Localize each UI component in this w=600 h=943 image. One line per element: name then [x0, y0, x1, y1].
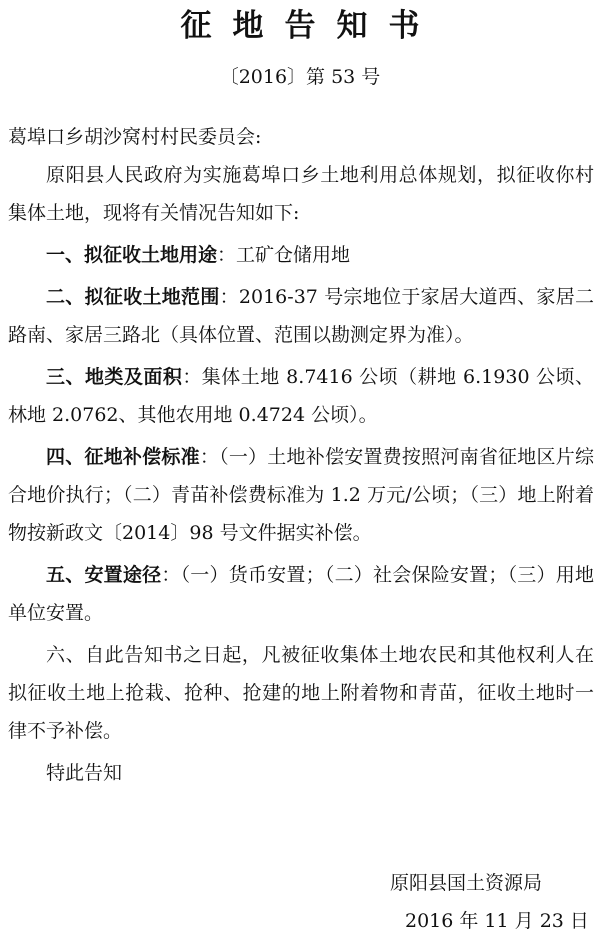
item-text: ：集体土地 8.7416 公顷（耕地 6.1930 公顷、林地 2.0762、其他农用地 0.4724 公顷）。 — [8, 366, 594, 426]
document-number: 〔2016〕第 53 号 — [219, 66, 381, 88]
item-label: 五、安置途径 — [46, 564, 162, 586]
item-resettlement — [8, 556, 594, 632]
item-usage — [8, 236, 594, 274]
item-label: 一、拟征收土地用途 — [46, 244, 218, 266]
issuing-authority: 原阳县国土资源局 — [390, 872, 543, 894]
item-compensation — [8, 438, 594, 552]
addressee: 葛埠口乡胡沙窝村村民委员会: — [8, 126, 262, 148]
issue-date: 2016 年 11 月 23 日 — [405, 910, 589, 932]
item-no-compensation: 六、自此告知书之日起，凡被征收集体土地农民和其他权利人在拟征收土地上抢栽、抢种、抢建的地上附着物和青苗，征收土地时一律不予补偿。 — [8, 644, 594, 742]
item-label: 二、拟征收土地范围 — [46, 286, 220, 308]
item-label: 四、征地补偿标准 — [46, 446, 200, 468]
notice-body — [8, 118, 594, 792]
item-text: ：工矿仓储用地 — [217, 244, 351, 266]
item-text: ：（一）土地补偿安置费按照河南省征地区片综合地价执行；（二）青苗补偿费标准为 1.2 万元/公顷；（三）地上附着物按新政文〔2014〕98 号文件据实补偿。 — [8, 446, 594, 544]
item-label: 三、地类及面积 — [46, 366, 183, 388]
notice-title: 征地告知书 — [180, 8, 441, 44]
item-scope — [8, 278, 594, 354]
intro-paragraph: 原阳县人民政府为实施葛埠口乡土地利用总体规划，拟征收你村集体土地，现将有关情况告知如下: — [8, 164, 594, 224]
closing-line: 特此告知 — [46, 762, 123, 784]
item-text: ：（一）货币安置；（二）社会保险安置；（三）用地单位安置。 — [8, 564, 594, 624]
item-area — [8, 358, 594, 434]
item-text: ：2016-37 号宗地位于家居大道西、家居二路南、家居三路北（具体位置、范围以勘测定界为准）。 — [8, 286, 594, 346]
